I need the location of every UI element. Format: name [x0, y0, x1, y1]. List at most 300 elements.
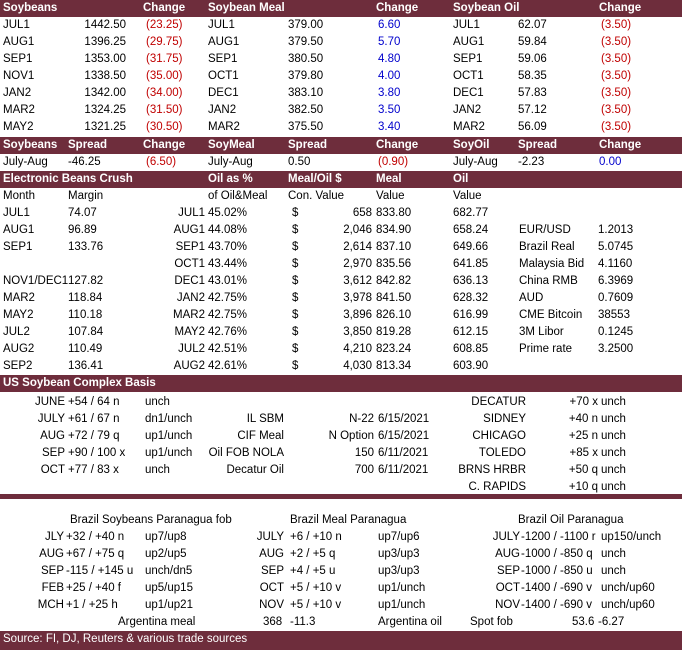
crush-row-cell: 641.85	[453, 258, 489, 270]
argentina-oil-label: Argentina oil	[378, 616, 442, 628]
brazil-row-cell: -115 / +145 u	[66, 565, 134, 577]
brazil-row-cell: unch	[601, 548, 626, 560]
crush-row	[0, 239, 682, 256]
brazil-row-cell: unch	[601, 565, 626, 577]
spread-cell: July-Aug	[3, 156, 48, 168]
crush-row-cell: MAY2	[174, 326, 205, 338]
crush-row-cell: 3M Libor	[519, 326, 564, 338]
brazil-row-cell: +1 / +25 h	[66, 599, 118, 611]
crush-sub: Value	[453, 190, 482, 202]
crush-row-cell: 608.85	[453, 343, 489, 355]
futures-row-cell: JAN2	[208, 104, 237, 116]
brazil-soy-title: Brazil Soybeans Paranagua fob	[70, 514, 232, 526]
crush-row	[0, 358, 682, 375]
soybeans-change-header: Change	[143, 2, 186, 14]
crush-sub: Value	[376, 190, 405, 202]
brazil-row-cell: AUG	[39, 548, 64, 560]
futures-row-cell: 375.50	[288, 121, 324, 133]
futures-row-cell: 3.50	[378, 104, 401, 116]
basis-row-cell: +25 n	[568, 430, 598, 442]
spread-label-header: Spread	[68, 139, 107, 151]
futures-row-cell: (3.50)	[601, 36, 632, 48]
argentina-meal-change: -11.3	[290, 616, 316, 628]
crush-row-cell: AUG2	[3, 343, 35, 355]
futures-row	[0, 34, 682, 51]
futures-row-cell: JUL1	[3, 19, 30, 31]
crush-row-cell: $	[292, 275, 299, 287]
brazil-row-cell: NOV	[495, 599, 520, 611]
crush-row-cell: 45.02%	[208, 207, 248, 219]
crush-oilpct-header: Oil as %	[208, 173, 253, 185]
soyoil-change-header: Change	[599, 2, 642, 14]
basis-row-cell: 6/15/2021	[378, 413, 430, 425]
basis-row-cell: unch	[601, 430, 626, 442]
futures-row-cell: 1338.50	[84, 70, 126, 82]
basis-row-cell: BRNS HRBR	[458, 464, 526, 476]
crush-sub: Con. Value	[288, 190, 345, 202]
crush-row-cell: 6.3969	[598, 275, 634, 287]
basis-row-cell: CIF Meal	[237, 430, 284, 442]
basis-row-cell: +50 q	[568, 464, 598, 476]
crush-row-cell: 74.07	[68, 207, 97, 219]
crush-row-cell: Brazil Real	[519, 241, 575, 253]
brazil-row-cell: -1000 / -850 u	[521, 565, 593, 577]
brazil-row-cell: unch/dn5	[145, 565, 193, 577]
crush-row-cell: 2,970	[343, 258, 372, 270]
futures-row-cell: 4.00	[378, 70, 401, 82]
crush-row-cell: 0.1245	[598, 326, 634, 338]
basis-row-cell: +70 x	[569, 396, 598, 408]
brazil-row-cell: SEP	[40, 565, 64, 577]
spread-cell: (6.50)	[146, 156, 177, 168]
brazil-row-cell: +5 / +10 v	[290, 582, 342, 594]
crush-row-cell: Malaysia Bid	[519, 258, 585, 270]
futures-row-cell: 59.06	[518, 53, 547, 65]
crush-row-cell: 4,210	[343, 343, 372, 355]
futures-row-cell: 3.80	[378, 87, 401, 99]
futures-row-cell: 58.35	[518, 70, 547, 82]
basis-row-cell: CHICAGO	[472, 430, 526, 442]
crush-row-cell: 837.10	[376, 241, 412, 253]
crush-row-cell: 834.90	[376, 224, 412, 236]
crush-row-cell: China RMB	[519, 275, 578, 287]
crush-row-cell: MAY2	[3, 309, 34, 321]
crush-row-cell: 3,978	[343, 292, 372, 304]
crush-row-cell: 96.89	[68, 224, 97, 236]
crush-row-cell: 813.34	[376, 360, 412, 372]
futures-row	[0, 17, 682, 34]
brazil-row-cell: unch/up60	[601, 599, 655, 611]
crush-row-cell: 612.15	[453, 326, 489, 338]
crush-row-cell: MAR2	[3, 292, 35, 304]
futures-row-cell: (29.75)	[146, 36, 183, 48]
crush-title: Electronic Beans Crush	[3, 173, 133, 185]
brazil-row-cell: SEP	[260, 565, 284, 577]
crush-row-cell: 43.70%	[208, 241, 248, 253]
basis-row-cell: +10 q	[568, 481, 598, 493]
brazil-row-cell: +67 / +75 q	[66, 548, 125, 560]
crush-row-cell: 5.0745	[598, 241, 634, 253]
futures-row-cell: (3.50)	[601, 53, 632, 65]
crush-row-cell: JAN2	[176, 292, 205, 304]
spreads-header	[0, 137, 682, 154]
futures-row	[0, 85, 682, 102]
brazil-row-cell: OCT	[259, 582, 284, 594]
basis-row-cell: AUG	[40, 430, 65, 442]
crush-row-cell: 42.51%	[208, 343, 248, 355]
futures-row-cell: (3.50)	[601, 70, 632, 82]
futures-row-cell: 383.10	[288, 87, 324, 99]
futures-row-cell: (3.50)	[601, 87, 632, 99]
basis-row-cell: +72 / 79 q	[68, 430, 120, 442]
futures-row-cell: 379.00	[288, 19, 324, 31]
basis-row-cell: OCT	[40, 464, 65, 476]
basis-row-cell: unch	[601, 413, 626, 425]
brazil-row-cell: +2 / +5 q	[290, 548, 336, 560]
crush-row-cell: 835.56	[376, 258, 412, 270]
basis-row-cell: unch	[601, 464, 626, 476]
futures-row-cell: SEP1	[208, 53, 238, 65]
basis-row	[0, 462, 682, 479]
brazil-row	[0, 580, 682, 597]
futures-row-cell: MAY2	[3, 121, 34, 133]
futures-row-cell: 57.12	[518, 104, 547, 116]
spread-soyoil-header: SoyOil	[453, 139, 490, 151]
crush-row-cell: 42.75%	[208, 292, 248, 304]
futures-row-cell: MAR2	[208, 121, 240, 133]
argentina-oil-value: 53.6	[572, 616, 595, 628]
crush-row-cell: AUG1	[173, 224, 205, 236]
brazil-row-cell: -1200 / -1100 r	[521, 531, 596, 543]
basis-row-cell: unch	[601, 447, 626, 459]
brazil-row-cell: up2/up5	[145, 548, 187, 560]
spread-change-header: Change	[143, 139, 186, 151]
crush-row-cell: $	[292, 258, 299, 270]
futures-row-cell: (34.00)	[146, 87, 183, 99]
crush-row-cell: 3,612	[343, 275, 372, 287]
futures-row-cell: SEP1	[3, 53, 33, 65]
basis-row-cell: unch	[601, 396, 626, 408]
brazil-row-cell: up150/unch	[601, 531, 662, 543]
spread-meal-spread-header: Spread	[288, 139, 327, 151]
crush-row-cell: DEC1	[174, 275, 205, 287]
crush-row-cell: SEP2	[3, 360, 33, 372]
crush-row-cell: EUR/USD	[519, 224, 571, 236]
soybeans-header: Soybeans	[3, 2, 58, 14]
basis-row-cell: N Option	[328, 430, 374, 442]
crush-row-cell: 4.1160	[598, 258, 633, 270]
crush-row-cell: 649.66	[453, 241, 489, 253]
brazil-row-cell: up7/up8	[145, 531, 187, 543]
brazil-row-cell: NOV	[259, 599, 284, 611]
crush-row-cell: 603.90	[453, 360, 489, 372]
crush-row-cell: 658.24	[453, 224, 489, 236]
basis-row	[0, 411, 682, 428]
spread-cell: -2.23	[518, 156, 545, 168]
crush-row-cell: 2,614	[343, 241, 372, 253]
crush-row-cell: $	[292, 343, 299, 355]
brazil-row	[0, 563, 682, 580]
spread-cell: July-Aug	[208, 156, 253, 168]
crush-row	[0, 324, 682, 341]
crush-oil-header: Oil	[453, 173, 469, 185]
basis-row-cell: 6/15/2021	[378, 430, 430, 442]
futures-row-cell: 382.50	[288, 104, 324, 116]
crush-subheader	[0, 188, 682, 205]
crush-row-cell: SEP1	[175, 241, 205, 253]
futures-row-cell: 4.80	[378, 53, 401, 65]
basis-row-cell: 6/11/2021	[378, 447, 429, 459]
futures-row-cell: 379.50	[288, 36, 324, 48]
soymeal-change-header: Change	[376, 2, 419, 14]
argentina-oil-change: -6.27	[598, 616, 625, 628]
futures-row-cell: 379.80	[288, 70, 324, 82]
basis-row	[0, 445, 682, 462]
futures-row-cell: SEP1	[453, 53, 483, 65]
crush-row-cell: 842.82	[376, 275, 412, 287]
crush-row-cell: 628.32	[453, 292, 489, 304]
crush-row-cell: 127.82	[68, 275, 104, 287]
basis-row	[0, 394, 682, 411]
crush-row-cell: AUG2	[173, 360, 205, 372]
crush-row-cell: JUL1	[3, 207, 30, 219]
crush-row	[0, 256, 682, 273]
argentina-row	[0, 614, 682, 631]
brazil-row-cell: up3/up3	[378, 548, 420, 560]
basis-row-cell: Decatur Oil	[226, 464, 284, 476]
brazil-row	[0, 529, 682, 546]
futures-row-cell: 380.50	[288, 53, 324, 65]
crush-row	[0, 222, 682, 239]
brazil-row-cell: +6 / +10 n	[290, 531, 342, 543]
crush-row-cell: 3,850	[343, 326, 372, 338]
futures-row-cell: AUG1	[208, 36, 240, 48]
brazil-row-cell: AUG	[495, 548, 520, 560]
crush-sub: Month	[3, 190, 35, 202]
futures-row-cell: 1353.00	[84, 53, 126, 65]
crush-row-cell: 110.49	[68, 343, 103, 355]
spread-cell: July-Aug	[453, 156, 498, 168]
futures-row-cell: OCT1	[208, 70, 239, 82]
futures-row-cell: 5.70	[378, 36, 401, 48]
futures-row-cell: (35.00)	[146, 70, 183, 82]
basis-title: US Soybean Complex Basis	[3, 377, 156, 389]
brazil-row	[0, 546, 682, 563]
crush-sub: of Oil&Meal	[208, 190, 268, 202]
futures-row-cell: 1442.50	[84, 19, 126, 31]
crush-row-cell: $	[292, 309, 299, 321]
basis-row-cell: +61 / 67 n	[68, 413, 120, 425]
futures-row-cell: NOV1	[3, 70, 35, 82]
futures-row-cell: 3.40	[378, 121, 401, 133]
crush-row-cell: 42.76%	[208, 326, 248, 338]
brazil-meal-title: Brazil Meal Paranagua	[290, 514, 407, 526]
futures-row-cell: (23.25)	[146, 19, 183, 31]
crush-row-cell: 823.24	[376, 343, 412, 355]
crush-row-cell: Prime rate	[519, 343, 573, 355]
spread-oil-change-header: Change	[599, 139, 642, 151]
basis-row-cell: SIDNEY	[483, 413, 526, 425]
crush-row-cell: 118.84	[68, 292, 103, 304]
basis-row-cell: DECATUR	[471, 396, 526, 408]
basis-row-cell: +77 / 83 x	[68, 464, 119, 476]
basis-row-cell: 150	[354, 447, 374, 459]
futures-row	[0, 51, 682, 68]
crush-row-cell: $	[292, 224, 299, 236]
futures-row-cell: AUG1	[453, 36, 485, 48]
basis-row-cell: up1/unch	[145, 430, 193, 442]
brazil-row-cell: JLY	[45, 531, 64, 543]
brazil-row-cell: up5/up15	[145, 582, 193, 594]
crush-row	[0, 290, 682, 307]
divider	[0, 494, 682, 499]
futures-row-cell: 1396.25	[84, 36, 126, 48]
crush-row-cell: 42.75%	[208, 309, 248, 321]
crush-row-cell: 107.84	[68, 326, 104, 338]
brazil-row-cell: up3/up3	[378, 565, 420, 577]
futures-row-cell: DEC1	[208, 87, 239, 99]
soymeal-header: Soybean Meal	[208, 2, 285, 14]
futures-row-cell: AUG1	[3, 36, 35, 48]
basis-row-cell: C. RAPIDS	[468, 481, 526, 493]
crush-row-cell: $	[292, 326, 299, 338]
futures-row-cell: JAN2	[3, 87, 32, 99]
spread-cell: 0.00	[599, 156, 622, 168]
crush-row-cell: 826.10	[376, 309, 412, 321]
basis-row-cell: IL SBM	[246, 413, 284, 425]
crush-row-cell: 682.77	[453, 207, 489, 219]
brazil-row-cell: JULY	[492, 531, 520, 543]
futures-row-cell: (3.50)	[601, 104, 632, 116]
crush-row-cell: $	[292, 241, 299, 253]
brazil-row-cell: -1000 / -850 q	[521, 548, 593, 560]
basis-row-cell: unch	[145, 396, 170, 408]
crush-row-cell: 136.41	[68, 360, 104, 372]
brazil-row-cell: up7/up6	[378, 531, 420, 543]
crush-meal-header: Meal	[376, 173, 402, 185]
basis-row-cell: +40 n	[568, 413, 598, 425]
futures-row-cell: 59.84	[518, 36, 547, 48]
crush-row	[0, 307, 682, 324]
basis-row-cell: N-22	[349, 413, 374, 425]
crush-row	[0, 341, 682, 358]
futures-row-cell: 6.60	[378, 19, 401, 31]
crush-row-cell: 43.44%	[208, 258, 248, 270]
crush-row-cell: 133.76	[68, 241, 104, 253]
futures-row-cell: JUL1	[208, 19, 235, 31]
argentina-oil-spot-label: Spot fob	[470, 616, 513, 628]
brazil-oil-title: Brazil Oil Paranagua	[518, 514, 624, 526]
brazil-row-cell: up1/unch	[378, 599, 426, 611]
crush-row-cell: 43.01%	[208, 275, 248, 287]
crush-row-cell: $	[292, 292, 299, 304]
crush-row-cell: 658	[352, 207, 372, 219]
crush-sub: Margin	[68, 190, 104, 202]
crush-row-cell: AUD	[519, 292, 544, 304]
futures-row-cell: MAR2	[453, 121, 485, 133]
crush-row-cell: 42.61%	[208, 360, 248, 372]
futures-row-cell: JAN2	[453, 104, 482, 116]
futures-row-cell: (3.50)	[601, 121, 632, 133]
brazil-row-cell: SEP	[496, 565, 520, 577]
crush-row-cell: OCT1	[174, 258, 205, 270]
brazil-row-cell: JULY	[256, 531, 284, 543]
basis-row-cell: +90 / 100 x	[68, 447, 126, 459]
futures-row-cell: 1324.25	[84, 104, 126, 116]
brazil-row-cell: AUG	[259, 548, 284, 560]
brazil-row-cell: +5 / +10 v	[290, 599, 342, 611]
futures-row-cell: 57.83	[518, 87, 547, 99]
basis-row-cell	[200, 394, 284, 411]
argentina-meal-label: Argentina meal	[118, 616, 196, 628]
spread-soybeans-header: Soybeans	[3, 139, 58, 151]
basis-row-cell: unch	[601, 481, 626, 493]
spread-row	[0, 154, 682, 171]
crush-row-cell: 38553	[598, 309, 630, 321]
futures-header	[0, 0, 682, 17]
brazil-row-cell: -1400 / -690 v	[521, 599, 592, 611]
crush-row	[0, 273, 682, 290]
futures-row	[0, 119, 682, 136]
spread-meal-change-header: Change	[376, 139, 419, 151]
crush-mealoil-header: Meal/Oil $	[288, 173, 342, 185]
soyoil-header: Soybean Oil	[453, 2, 520, 14]
brazil-row-cell: -1400 / -690 v	[521, 582, 592, 594]
crush-row-cell: NOV1/DEC1	[3, 275, 69, 287]
crush-row-cell: 110.18	[68, 309, 103, 321]
crush-row-cell: 4,030	[343, 360, 372, 372]
spread-cell: (0.90)	[378, 156, 409, 168]
brazil-row-cell: unch/up60	[601, 582, 655, 594]
brazil-row	[0, 597, 682, 614]
brazil-row-cell: up1/up21	[145, 599, 193, 611]
brazil-row-cell: +32 / +40 n	[66, 531, 125, 543]
source-text: Source: FI, DJ, Reuters & various trade sources	[3, 633, 248, 645]
basis-row-cell: up1/unch	[145, 447, 193, 459]
basis-row-cell: Oil FOB NOLA	[208, 447, 284, 459]
futures-row-cell: (3.50)	[601, 19, 632, 31]
crush-row-cell: JUL2	[178, 343, 205, 355]
crush-row-cell: $	[292, 360, 299, 372]
futures-row-cell: 1342.00	[84, 87, 126, 99]
crush-row-cell: 0.7609	[598, 292, 634, 304]
source-footer	[0, 631, 682, 650]
futures-row-cell: 56.09	[518, 121, 547, 133]
basis-row-cell: dn1/unch	[145, 413, 193, 425]
brazil-row-cell: OCT	[495, 582, 520, 594]
brazil-row-cell: +4 / +5 u	[290, 565, 336, 577]
basis-header	[0, 375, 682, 392]
futures-row-cell: (30.50)	[146, 121, 183, 133]
basis-row-cell: 6/11/2021	[378, 464, 429, 476]
crush-row-cell: 819.28	[376, 326, 412, 338]
spread-cell: -46.25	[68, 156, 101, 168]
crush-row-cell: JUL1	[178, 207, 205, 219]
brazil-row-cell: up1/unch	[378, 582, 426, 594]
crush-row-cell: AUG1	[3, 224, 35, 236]
futures-row-cell: (31.50)	[146, 104, 183, 116]
futures-row-cell: JUL1	[453, 19, 480, 31]
crush-row-cell: MAR2	[173, 309, 205, 321]
crush-row	[0, 205, 682, 222]
basis-row-cell: JUNE	[34, 396, 65, 408]
basis-row-cell	[290, 394, 374, 411]
basis-row-cell: JULY	[37, 413, 65, 425]
crush-row-cell: $	[292, 207, 299, 219]
brazil-row-cell: +25 / +40 f	[66, 582, 121, 594]
futures-row-cell: OCT1	[453, 70, 484, 82]
argentina-meal-value: 368	[263, 616, 283, 628]
